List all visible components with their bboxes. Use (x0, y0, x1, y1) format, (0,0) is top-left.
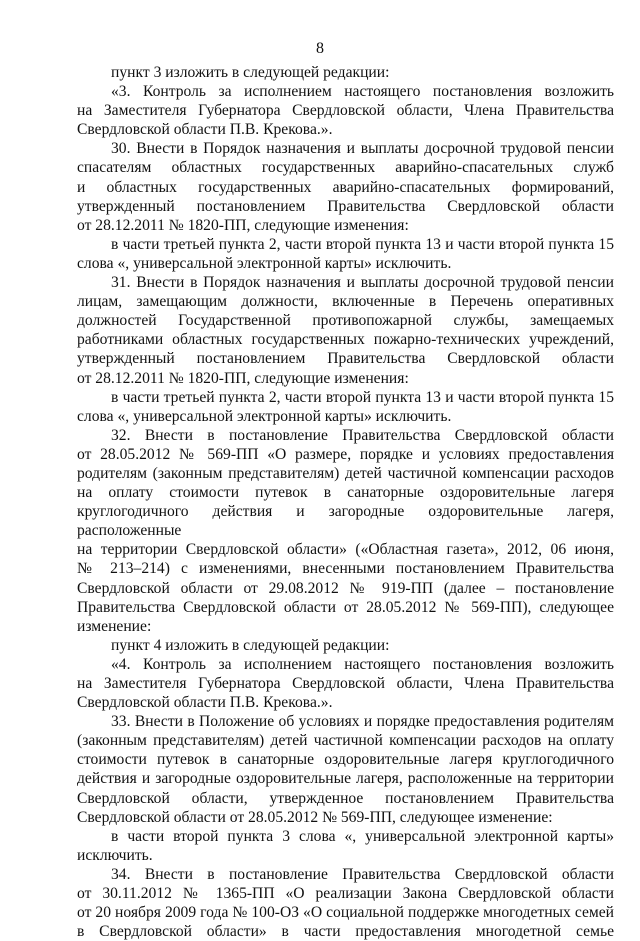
text-line: 31. Внести в Порядок назначения и выплаты досрочной трудовой пенсии (111, 274, 614, 292)
text-line: спасателям областных государственных аварийно-спасательных служб (77, 159, 614, 177)
text-line: 30. Внести в Порядок назначения и выплаты досрочной трудовой пенсии (111, 140, 614, 158)
text-line: и областных государственных аварийно-спасательных формирований, (77, 178, 614, 196)
text-line: от 20 ноября 2009 года № 100-ОЗ «О социальной поддержке многодетных семей (77, 904, 614, 922)
text-line: в части третьей пункта 2, части второй пункта 13 и части второй пункта 15 (111, 235, 614, 253)
text-line: «4. Контроль за исполнением настоящего постановления возложить (111, 655, 614, 673)
text-line: 34. Внести в постановление Правительства Свердловской области (111, 865, 614, 883)
text-line: слова «, универсальной электронной карты» исключить. (77, 407, 452, 425)
page-number: 8 (316, 40, 324, 57)
text-line: в части второй пункта 3 слова «, универсальной электронной карты» (111, 827, 614, 845)
text-line: на Заместителя Губернатора Свердловской области, Члена Правительства (77, 102, 614, 120)
text-line: Свердловской области от 28.05.2012 № 569-ПП, следующее изменение: (77, 808, 553, 826)
text-line: от 30.11.2012 № 1365-ПП «О реализации Закона Свердловской области (77, 885, 614, 903)
text-line: в части третьей пункта 2, части второй пункта 13 и части второй пункта 15 (111, 388, 614, 406)
text-line: стоимости путевок в санаторные оздоровительные лагеря круглогодичного (77, 751, 614, 769)
text-line: от 28.12.2011 № 1820-ПП, следующие изменения: (77, 216, 409, 234)
text-line: Свердловской области от 29.08.2012 № 919-ПП (далее – постановление (77, 579, 614, 597)
text-line: должностей Государственной противопожарной службы, замещаемых (77, 312, 614, 330)
text-line: Свердловской области П.В. Крекова.». (77, 694, 333, 712)
text-line: действия и загородные оздоровительные лагеря, расположенные на территории (77, 770, 614, 788)
document-body (77, 63, 614, 941)
text-line: Свердловской области П.В. Крекова.». (77, 121, 333, 139)
text-line: на территории Свердловской области» («Областная газета», 2012, 06 июня, (77, 541, 614, 559)
text-line: 32. Внести в постановление Правительства Свердловской области (111, 426, 614, 444)
text-line: «3. Контроль за исполнением настоящего постановления возложить (111, 83, 614, 101)
text-line: пункт 4 изложить в следующей редакции: (111, 636, 390, 654)
text-line: (законным представителям) детей частичной компенсации расходов на оплату (77, 732, 614, 750)
text-line: Правительства Свердловской области от 28.05.2012 № 569-ПП), следующее (77, 598, 614, 616)
text-line: пункт 3 изложить в следующей редакции: (111, 64, 390, 81)
text-line: слова «, универсальной электронной карты» исключить. (77, 254, 452, 272)
text-line: Свердловской области, утвержденное постановлением Правительства (77, 789, 614, 807)
text-line: утвержденный постановлением Правительства Свердловской области (77, 197, 614, 215)
text-line: исключить. (77, 846, 153, 864)
text-line: от 28.12.2011 № 1820-ПП, следующие изменения: (77, 369, 409, 387)
text-line: 33. Внести в Положение об условиях и порядке предоставления родителям (111, 713, 614, 731)
text-line: утвержденный постановлением Правительства Свердловской области (77, 350, 614, 368)
text-line: № 213–214) с изменениями, внесенными постановлением Правительства (77, 560, 614, 578)
text-line: в Свердловской области» в части предоставления многодетной семье (77, 923, 614, 941)
text-line: круглогодичного действия и загородные оздоровительные лагеря, расположенные (77, 503, 614, 540)
text-line: от 28.05.2012 № 569-ПП «О размере, порядке и условиях предоставления (77, 445, 614, 463)
text-line: на оплату стоимости путевок в санаторные оздоровительные лагеря (77, 484, 614, 502)
text-line: изменение: (77, 617, 152, 635)
text-line: на Заместителя Губернатора Свердловской области, Члена Правительства (77, 675, 614, 692)
text-line: лицам, замещающим должности, включенные в Перечень оперативных (77, 293, 614, 311)
text-line: родителям (законным представителям) детей частичной компенсации расходов (77, 464, 614, 482)
text-line: работниками областных государственных пожарно-технических учреждений, (77, 331, 614, 349)
